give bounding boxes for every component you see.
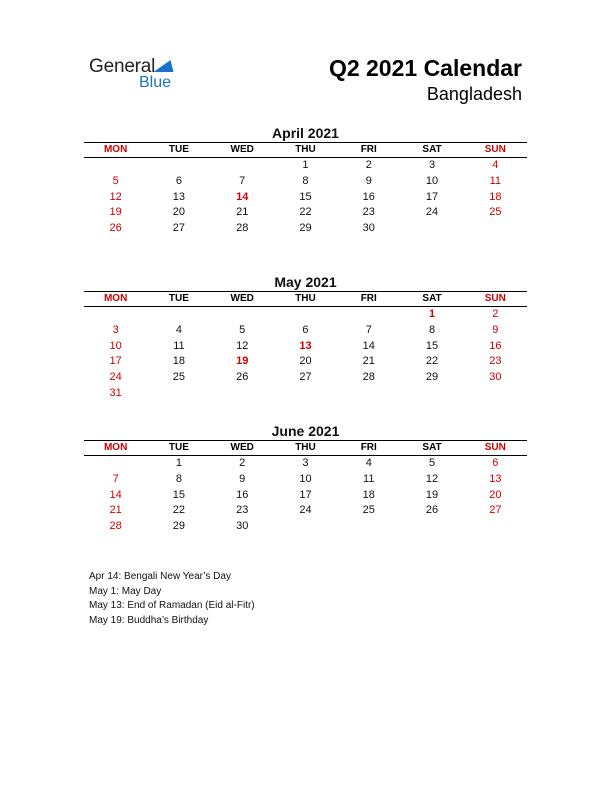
- weekday-header: [84, 440, 527, 456]
- weekday-label: SUN: [484, 293, 506, 304]
- day-cell: 16: [489, 339, 502, 352]
- week-row: [84, 339, 527, 355]
- day-cell: 30: [489, 371, 502, 384]
- day-cell: 11: [363, 472, 375, 485]
- day-cell: [274, 386, 337, 402]
- day-cell: 25: [172, 371, 186, 384]
- day-cell: [464, 519, 527, 535]
- day-cell: 31: [109, 386, 122, 399]
- weekday-label: THU: [295, 144, 316, 155]
- week-row: [84, 503, 527, 519]
- month-block: [84, 273, 527, 402]
- day-cell: [464, 221, 527, 237]
- day-cell: 22: [299, 206, 312, 219]
- week-row: [84, 174, 527, 190]
- day-cell: [84, 158, 147, 174]
- day-cell: 18: [489, 190, 502, 203]
- day-cell: 8: [302, 174, 309, 187]
- day-cell: 18: [172, 355, 186, 368]
- day-cell: 7: [239, 174, 246, 187]
- day-cell: 6: [492, 457, 499, 469]
- day-cell: 17: [299, 488, 312, 501]
- day-cell: 26: [236, 371, 249, 384]
- day-cell: [84, 307, 147, 323]
- day-cell: [211, 307, 274, 323]
- week-row: [84, 519, 527, 535]
- day-cell: 5: [239, 323, 246, 336]
- day-cell: 25: [489, 206, 502, 219]
- day-cell: 13: [299, 339, 312, 352]
- weekday-header: [84, 142, 527, 158]
- week-row: [84, 221, 527, 237]
- weekday-label: MON: [103, 144, 128, 155]
- day-cell: 9: [492, 323, 499, 336]
- day-cell: 24: [109, 371, 122, 384]
- day-cell: 27: [489, 504, 502, 517]
- day-cell: 16: [236, 488, 249, 501]
- day-cell: 14: [109, 488, 122, 501]
- day-cell: [400, 386, 463, 402]
- day-cell: [147, 386, 210, 402]
- month-title: June 2021: [271, 423, 340, 439]
- day-cell: 28: [362, 371, 375, 384]
- day-cell: 24: [299, 504, 312, 517]
- day-cell: 12: [236, 339, 249, 352]
- day-cell: 23: [236, 504, 249, 517]
- day-cell: 8: [175, 472, 182, 485]
- day-cell: 30: [362, 222, 375, 235]
- day-cell: 21: [362, 355, 375, 368]
- weekday-label: TUE: [168, 442, 189, 453]
- day-cell: [211, 158, 274, 174]
- logo-general-text: General: [89, 56, 156, 77]
- day-cell: 19: [236, 355, 249, 368]
- day-cell: 19: [109, 206, 122, 219]
- month-block: [84, 422, 527, 535]
- country-name: Bangladesh: [426, 84, 522, 104]
- day-cell: 20: [489, 488, 502, 501]
- day-cell: 12: [109, 190, 122, 203]
- day-cell: 25: [362, 504, 375, 517]
- day-cell: 10: [299, 472, 312, 485]
- week-row: [84, 488, 527, 504]
- day-cell: [400, 221, 463, 237]
- day-cell: [400, 519, 463, 535]
- day-cell: 26: [425, 504, 439, 517]
- day-cell: 9: [239, 472, 246, 485]
- day-cell: 5: [428, 457, 436, 469]
- weekday-label: SAT: [422, 144, 442, 155]
- weekday-label: FRI: [360, 293, 377, 304]
- day-cell: 22: [172, 504, 186, 517]
- day-cell: 29: [172, 520, 186, 533]
- day-cell: 10: [425, 174, 439, 187]
- week-row: [84, 354, 527, 370]
- day-cell: 2: [239, 457, 246, 469]
- day-cell: 17: [109, 355, 122, 368]
- day-cell: 18: [362, 488, 375, 501]
- holiday-note: Apr 14: Bengali New Year’s Day: [89, 571, 231, 582]
- day-cell: 12: [425, 472, 439, 485]
- day-cell: 1: [175, 457, 182, 469]
- day-cell: 3: [302, 457, 309, 469]
- week-row: [84, 323, 527, 339]
- logo-blue-text: Blue: [139, 74, 172, 91]
- day-cell: 30: [236, 520, 249, 533]
- day-cell: [337, 386, 400, 402]
- holiday-note: May 1: May Day: [89, 585, 162, 597]
- day-cell: 28: [109, 520, 122, 533]
- holiday-note: May 13: End of Ramadan (Eid al-Fitr): [89, 600, 255, 611]
- day-cell: 4: [175, 323, 182, 336]
- day-cell: [274, 307, 337, 323]
- weekday-label: SAT: [422, 293, 442, 304]
- day-cell: 22: [425, 355, 439, 368]
- day-cell: 1: [302, 159, 309, 171]
- day-cell: 20: [172, 206, 186, 219]
- weekday-label: SUN: [484, 442, 506, 453]
- day-cell: [84, 456, 147, 472]
- day-cell: 28: [236, 222, 249, 235]
- week-row: [84, 158, 527, 174]
- day-cell: [211, 386, 274, 402]
- logo-triangle-icon: [154, 60, 181, 72]
- day-cell: 26: [109, 222, 122, 235]
- holiday-notes: [89, 570, 255, 628]
- day-cell: 7: [112, 472, 119, 485]
- day-cell: 11: [173, 339, 185, 352]
- month-block: [84, 124, 527, 237]
- day-cell: 29: [299, 222, 312, 235]
- day-cell: 13: [489, 472, 502, 485]
- day-cell: [337, 519, 400, 535]
- weekday-label: MON: [103, 293, 128, 304]
- weekday-label: WED: [230, 442, 254, 453]
- day-cell: 4: [492, 159, 499, 171]
- day-cell: 4: [365, 457, 372, 469]
- day-cell: 13: [172, 190, 186, 203]
- day-cell: 3: [428, 159, 436, 171]
- logo: [89, 56, 189, 96]
- page-title: Q2 2021 Calendar: [328, 55, 522, 81]
- day-cell: [274, 519, 337, 535]
- week-row: [84, 472, 527, 488]
- weekday-label: THU: [295, 442, 316, 453]
- day-cell: [147, 307, 210, 323]
- weekday-label: WED: [230, 144, 254, 155]
- weekday-label: TUE: [168, 144, 189, 155]
- day-cell: 21: [109, 504, 122, 517]
- day-cell: 16: [362, 190, 375, 203]
- weekday-label: SUN: [484, 144, 506, 155]
- weekday-label: WED: [230, 293, 254, 304]
- week-row: [84, 386, 527, 402]
- day-cell: 27: [299, 371, 312, 384]
- day-cell: 29: [425, 371, 439, 384]
- day-cell: 1: [428, 308, 436, 320]
- week-row: [84, 456, 527, 472]
- day-cell: 23: [362, 206, 375, 219]
- weekday-label: SAT: [422, 442, 442, 453]
- day-cell: 20: [299, 355, 312, 368]
- day-cell: 10: [109, 339, 122, 352]
- day-cell: 6: [175, 174, 182, 187]
- week-row: [84, 190, 527, 206]
- day-cell: [337, 307, 400, 323]
- day-cell: 5: [112, 174, 119, 187]
- day-cell: 19: [425, 488, 439, 501]
- week-row: [84, 307, 527, 323]
- day-cell: 14: [236, 190, 249, 203]
- day-cell: 2: [365, 159, 372, 171]
- day-cell: 14: [362, 339, 375, 352]
- weekday-label: FRI: [360, 442, 377, 453]
- day-cell: [147, 158, 210, 174]
- week-row: [84, 370, 527, 386]
- day-cell: 15: [299, 190, 312, 203]
- weekday-label: THU: [295, 293, 316, 304]
- week-row: [84, 205, 527, 221]
- day-cell: 3: [112, 323, 119, 336]
- day-cell: 9: [365, 174, 372, 187]
- weekday-header: [84, 291, 527, 307]
- day-cell: 21: [236, 206, 249, 219]
- weekday-label: FRI: [360, 144, 377, 155]
- day-cell: 7: [365, 323, 372, 336]
- day-cell: 2: [492, 308, 499, 320]
- weekday-label: MON: [103, 442, 128, 453]
- day-cell: 27: [172, 222, 186, 235]
- day-cell: 17: [425, 190, 439, 203]
- day-cell: [464, 386, 527, 402]
- day-cell: 24: [425, 206, 439, 219]
- month-title: April 2021: [272, 125, 339, 141]
- day-cell: 15: [172, 488, 186, 501]
- weekday-label: TUE: [168, 293, 189, 304]
- day-cell: 15: [425, 339, 439, 352]
- holiday-note: May 19: Buddha’s Birthday: [89, 614, 209, 626]
- day-cell: 11: [489, 174, 502, 187]
- day-cell: 8: [428, 323, 436, 336]
- month-title: May 2021: [274, 274, 337, 290]
- day-cell: 6: [302, 323, 309, 336]
- day-cell: 23: [489, 355, 502, 368]
